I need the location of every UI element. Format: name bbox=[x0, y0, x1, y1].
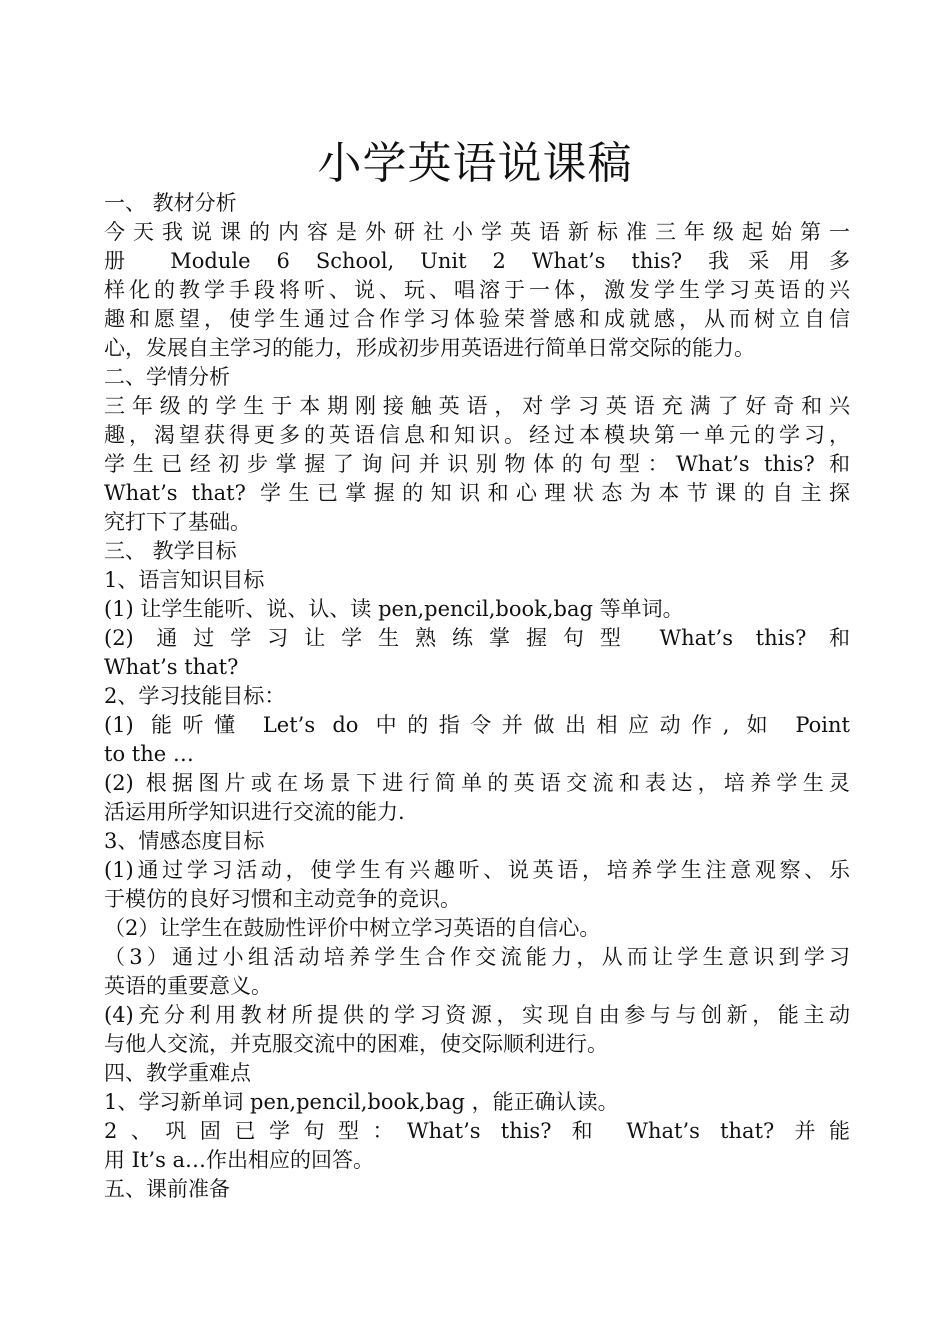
text-line: 一、 教材分析 bbox=[104, 191, 237, 215]
text-line: (1) 能听懂 Let’s do 中的指令并做出相应动作, 如 Point bbox=[104, 713, 850, 737]
text-line: (1) 让学生能听、说、认、读 pen,pencil,book,bag 等单词。 bbox=[104, 597, 684, 621]
text-line: 今天我说课的内容是外研社小学英语新标准三年级起始第一 bbox=[104, 220, 850, 244]
text-line: 2、巩固已学句型：What’s this? 和 What’s that? 并能 bbox=[104, 1119, 850, 1143]
text-line: 用 It’s a…作出相应的回答。 bbox=[104, 1148, 375, 1172]
text-line: (2) 根据图片或在场景下进行简单的英语交流和表达，培养学生灵 bbox=[104, 771, 850, 795]
text-line: What’s that? 学生已掌握的知识和心理状态为本节课的自主探 bbox=[104, 481, 850, 505]
text-line: 五、课前准备 bbox=[104, 1177, 230, 1201]
document-body bbox=[104, 189, 850, 1204]
text-line: to the … bbox=[104, 742, 194, 766]
text-line: 英语的重要意义。 bbox=[104, 974, 272, 998]
text-line: 1、语言知识目标 bbox=[104, 568, 265, 592]
text-line: （3）通过小组活动培养学生合作交流能力，从而让学生意识到学习 bbox=[104, 945, 850, 969]
document-title: 小学英语说课稿 bbox=[317, 138, 633, 189]
text-line: 样化的教学手段将听、说、玩、唱溶于一体，激发学生学习英语的兴 bbox=[104, 278, 850, 302]
text-line: 三、 教学目标 bbox=[104, 539, 237, 563]
text-line: 于模仿的良好习惯和主动竞争的竞识。 bbox=[104, 887, 461, 911]
text-line: 四、教学重难点 bbox=[104, 1061, 251, 1085]
text-line: (2) 通过学习让学生熟练掌握句型 What’s this? 和 bbox=[104, 626, 850, 650]
text-line: 三年级的学生于本期刚接触英语，对学习英语充满了好奇和兴 bbox=[104, 394, 850, 418]
text-line: 1、学习新单词 pen,pencil,book,bag ，能正确认读。 bbox=[104, 1090, 619, 1114]
text-line: 学生已经初步掌握了询问并识别物体的句型：What’s this? 和 bbox=[104, 452, 850, 476]
text-line: （2）让学生在鼓励性评价中树立学习英语的自信心。 bbox=[104, 916, 601, 940]
text-line: 心，发展自主学习的能力，形成初步用英语进行简单日常交际的能力。 bbox=[104, 336, 755, 360]
text-line: (1)通过学习活动，使学生有兴趣听、说英语，培养学生注意观察、乐 bbox=[104, 858, 850, 882]
text-line: 册 Module 6 School, Unit 2 What’s this? 我采用多 bbox=[104, 249, 850, 273]
text-line: 趣，渴望获得更多的英语信息和知识。经过本模块第一单元的学习， bbox=[104, 423, 850, 447]
text-line: (4)充分利用教材所提供的学习资源，实现自由参与与创新，能主动 bbox=[104, 1003, 850, 1027]
text-line: 2、学习技能目标： bbox=[104, 684, 286, 708]
text-line: What’s that? bbox=[104, 655, 239, 679]
text-line: 3、情感态度目标 bbox=[104, 829, 265, 853]
text-line: 与他人交流，并克服交流中的困难，使交际顺利进行。 bbox=[104, 1032, 608, 1056]
text-line: 二、学情分析 bbox=[104, 365, 230, 389]
text-line: 趣和愿望，使学生通过合作学习体验荣誉感和成就感，从而树立自信 bbox=[104, 307, 850, 331]
text-line: 究打下了基础。 bbox=[104, 510, 251, 534]
text-line: 活运用所学知识进行交流的能力. bbox=[104, 800, 405, 824]
